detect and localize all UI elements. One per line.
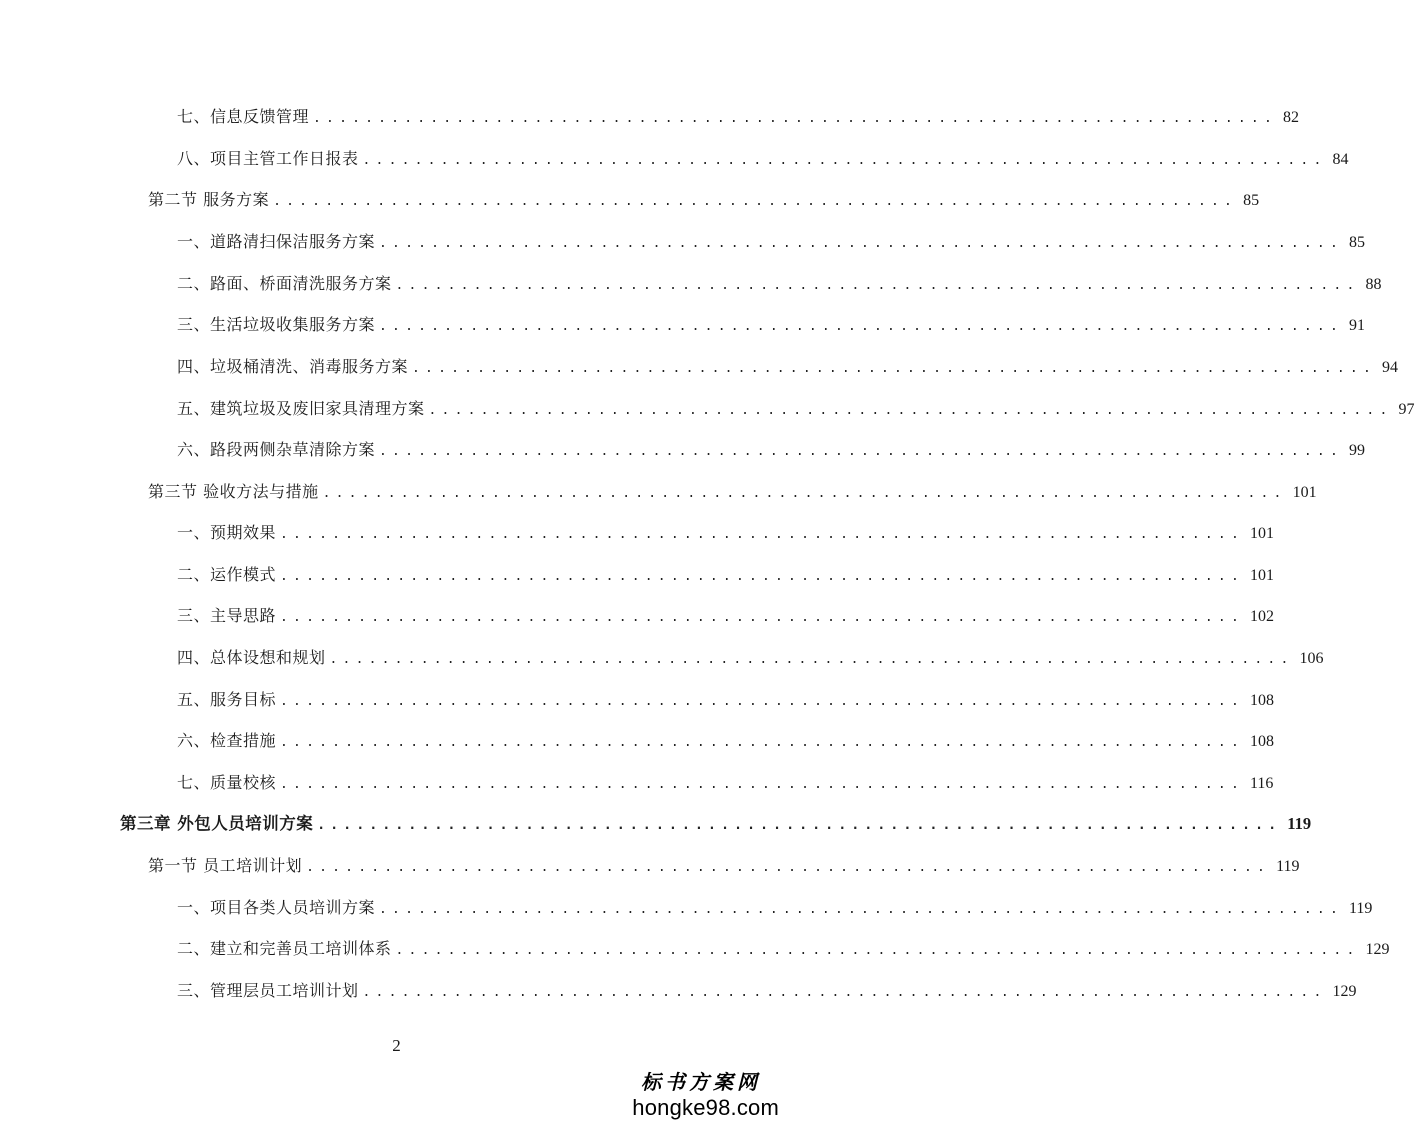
toc-page-number: 84 (1332, 151, 1349, 168)
toc-entry-title: 八、项目主管工作日报表 (177, 149, 359, 168)
toc-page-number: 116 (1250, 775, 1274, 792)
toc-leader-dots: .......................................................................... (395, 943, 1360, 958)
toc-entry[interactable] (177, 106, 1299, 128)
toc-page-number: 88 (1365, 276, 1382, 293)
toc-entry-title: 三、主导思路 (177, 606, 277, 625)
toc-leader-dots: .......................................................................... (412, 361, 1376, 376)
toc-entry-chapter[interactable] (120, 813, 1312, 835)
toc-entry-title: 一、项目各类人员培训方案 (177, 898, 376, 917)
watermark-url: hongke98.com (632, 1095, 779, 1120)
toc-page-number: 108 (1250, 692, 1274, 709)
toc-leader-dots: .......................................................................... (280, 610, 1244, 625)
toc-entry[interactable] (177, 605, 1274, 627)
toc-page-number: 106 (1299, 650, 1324, 667)
toc-entry[interactable] (148, 855, 1300, 877)
toc-entry-title: 二、路面、桥面清洗服务方案 (177, 274, 392, 293)
toc-entry-title: 第一节 员工培训计划 (148, 856, 303, 875)
toc-entry[interactable] (177, 980, 1357, 1002)
toc-leader-dots: .......................................................................... (379, 902, 1343, 917)
toc-leader-dots: .......................................................................... (362, 153, 1327, 168)
toc-page-number: 82 (1283, 109, 1299, 126)
toc-page-number: 101 (1250, 567, 1274, 584)
toc-entry-title: 第二节 服务方案 (148, 190, 270, 209)
toc-page-number: 101 (1250, 525, 1274, 542)
toc-entry-title: 四、垃圾桶清洗、消毒服务方案 (177, 357, 409, 376)
toc-entry[interactable] (177, 148, 1349, 170)
toc-entry[interactable] (177, 522, 1274, 544)
toc-entry-title: 一、道路清扫保洁服务方案 (177, 232, 376, 251)
toc-leader-dots: .......................................................................... (306, 860, 1271, 875)
toc-entry[interactable] (177, 231, 1365, 253)
toc-entry[interactable] (177, 730, 1274, 752)
toc-page-number: 85 (1243, 192, 1260, 209)
toc-leader-dots: .......................................................................... (395, 278, 1360, 293)
toc-entry[interactable] (177, 772, 1274, 794)
toc-leader-dots: .......................................................................... (280, 694, 1244, 709)
toc-page-number: 91 (1349, 317, 1365, 334)
toc-entry-title: 一、预期效果 (177, 523, 277, 542)
toc-page-number: 108 (1250, 733, 1274, 750)
toc-leader-dots: .......................................................................... (280, 777, 1244, 792)
toc-entry[interactable] (177, 938, 1390, 960)
toc-entry[interactable] (177, 564, 1274, 586)
toc-entry-title: 五、服务目标 (177, 690, 277, 709)
toc-page-number: 119 (1287, 814, 1312, 833)
toc-page-number: 94 (1382, 359, 1398, 376)
toc-entry[interactable] (177, 356, 1398, 378)
toc-entry-title: 五、建筑垃圾及废旧家具清理方案 (177, 399, 425, 418)
watermark-logo (632, 1066, 779, 1121)
toc-entry[interactable] (148, 189, 1260, 211)
toc-leader-dots: .......................................................................... (379, 236, 1343, 251)
toc-leader-dots: .......................................................................... (273, 194, 1238, 209)
toc-entry-title: 六、检查措施 (177, 731, 277, 750)
toc-entry-title: 七、质量校核 (177, 773, 277, 792)
toc-entry[interactable] (177, 273, 1382, 295)
toc-leader-dots: .......................................................................... (313, 111, 1277, 126)
toc-entry[interactable] (148, 481, 1317, 503)
toc-entry-title: 七、信息反馈管理 (177, 107, 310, 126)
toc-page-number: 85 (1349, 234, 1365, 251)
toc-leader-dots: .......................................................................... (317, 818, 1282, 833)
toc-entry[interactable] (177, 647, 1324, 669)
toc-leader-dots: .......................................................................... (362, 985, 1327, 1000)
toc-entry[interactable] (177, 314, 1365, 336)
toc-page-number: 129 (1332, 983, 1357, 1000)
toc-entry-title: 三、生活垃圾收集服务方案 (177, 315, 376, 334)
toc-entry-title: 第三章 外包人员培训方案 (120, 814, 314, 833)
toc-leader-dots: .......................................................................... (379, 319, 1343, 334)
toc-leader-dots: .......................................................................... (280, 735, 1244, 750)
toc-page-number: 102 (1250, 608, 1274, 625)
toc-leader-dots: .......................................................................... (428, 403, 1393, 418)
toc-page-number: 129 (1365, 941, 1390, 958)
toc-entry[interactable] (177, 398, 1415, 420)
toc-page-number: 99 (1349, 442, 1365, 459)
toc-entry-title: 二、建立和完善员工培训体系 (177, 939, 392, 958)
toc-leader-dots: .......................................................................... (379, 444, 1343, 459)
page-number: 2 (392, 1036, 401, 1055)
toc-entry-title: 第三节 验收方法与措施 (148, 482, 319, 501)
toc-entry[interactable] (177, 439, 1365, 461)
toc-page-number: 119 (1349, 900, 1373, 917)
toc-leader-dots: .......................................................................... (280, 527, 1244, 542)
toc-entry-title: 六、路段两侧杂草清除方案 (177, 440, 376, 459)
toc-leader-dots: .......................................................................... (280, 569, 1244, 584)
watermark-title: 标书方案网 (641, 1072, 761, 1094)
toc-page-number: 101 (1292, 484, 1317, 501)
toc-leader-dots: .......................................................................... (322, 486, 1287, 501)
toc-page-number: 97 (1398, 401, 1415, 418)
toc-entry-title: 四、总体设想和规划 (177, 648, 326, 667)
toc-entry[interactable] (177, 897, 1373, 919)
toc-entry[interactable] (177, 689, 1274, 711)
toc-entry-title: 二、运作模式 (177, 565, 277, 584)
toc-leader-dots: .......................................................................... (329, 652, 1294, 667)
toc-page-number: 119 (1276, 858, 1300, 875)
toc-entry-title: 三、管理层员工培训计划 (177, 981, 359, 1000)
